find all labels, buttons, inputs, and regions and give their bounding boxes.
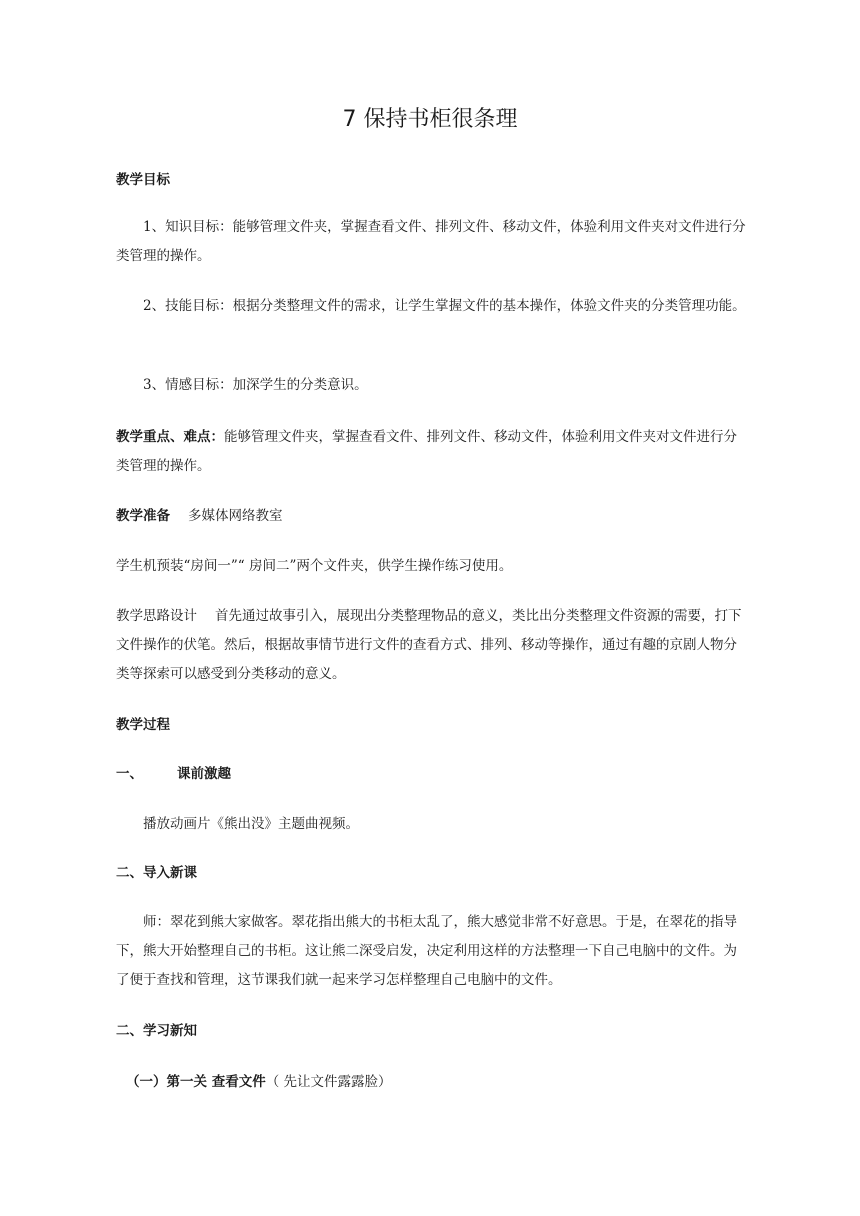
heading-part-3: 二、学习新知 [116,1023,197,1039]
goal-knowledge: 1、知识目标：能够管理文件夹，掌握查看文件、排列文件、移动文件，体验利用文件夹对文件进行分类管理的操作。 [116,219,746,264]
design-label: 教学思路设计 [116,608,197,624]
goal-emotion: 3、情感目标：加深学生的分类意识。 [143,377,368,393]
part-2-text: 师：翠花到熊大家做客。翠花指出熊大的书柜太乱了，熊大感觉非常不好意思。于是，在翠花的指导下，熊大开始整理自己的书柜。这让熊二深受启发，决定利用这样的方法整理一下自己电脑中的文件。为了便于查找和管理，这节课我们就一起来学习怎样整理自己电脑中的文件。 [116,914,737,988]
heading-teaching-process: 教学过程 [116,717,170,733]
heading-teaching-goals: 教学目标 [116,172,170,188]
teaching-preparation [116,502,748,531]
design-idea [116,602,748,689]
part-1-title: 课前激趣 [177,766,231,782]
preparation-text: 多媒体网络教室 [188,508,283,524]
part-1-number: 一、 [116,766,143,782]
key-points-text: 能够管理文件夹，掌握查看文件、排列文件、移动文件，体验利用文件夹对文件进行分类管理的操作。 [116,429,737,474]
subsection-1-title: （一）第一关 查看文件 [126,1074,266,1090]
document-title: 7 保持书柜很条理 [342,107,518,132]
subsection-1-note: （ 先让文件露露脸） [265,1074,392,1090]
design-text: 首先通过故事引入，展现出分类整理物品的意义，类比出分类整理文件资源的需要，打下文件操作的伏笔。然后，根据故事情节进行文件的查看方式、排列、移动等操作，通过有趣的京剧人物分类等探索可以感受到分类移动的意义。 [116,608,742,682]
preparation-note: 学生机预装“房间一”“ 房间二”两个文件夹，供学生操作练习使用。 [116,558,513,574]
subsection-1 [116,1068,758,1097]
heading-part-1 [116,760,748,789]
heading-part-2: 二、导入新课 [116,865,197,881]
key-points-label: 教学重点、难点： [116,429,224,445]
key-points [116,423,748,481]
preparation-label: 教学准备 [116,508,170,524]
goal-skill: 2、技能目标：根据分类整理文件的需求，让学生掌握文件的基本操作，体验文件夹的分类管理功能。 [143,298,746,314]
part-1-text: 播放动画片《熊出没》主题曲视频。 [143,816,359,832]
